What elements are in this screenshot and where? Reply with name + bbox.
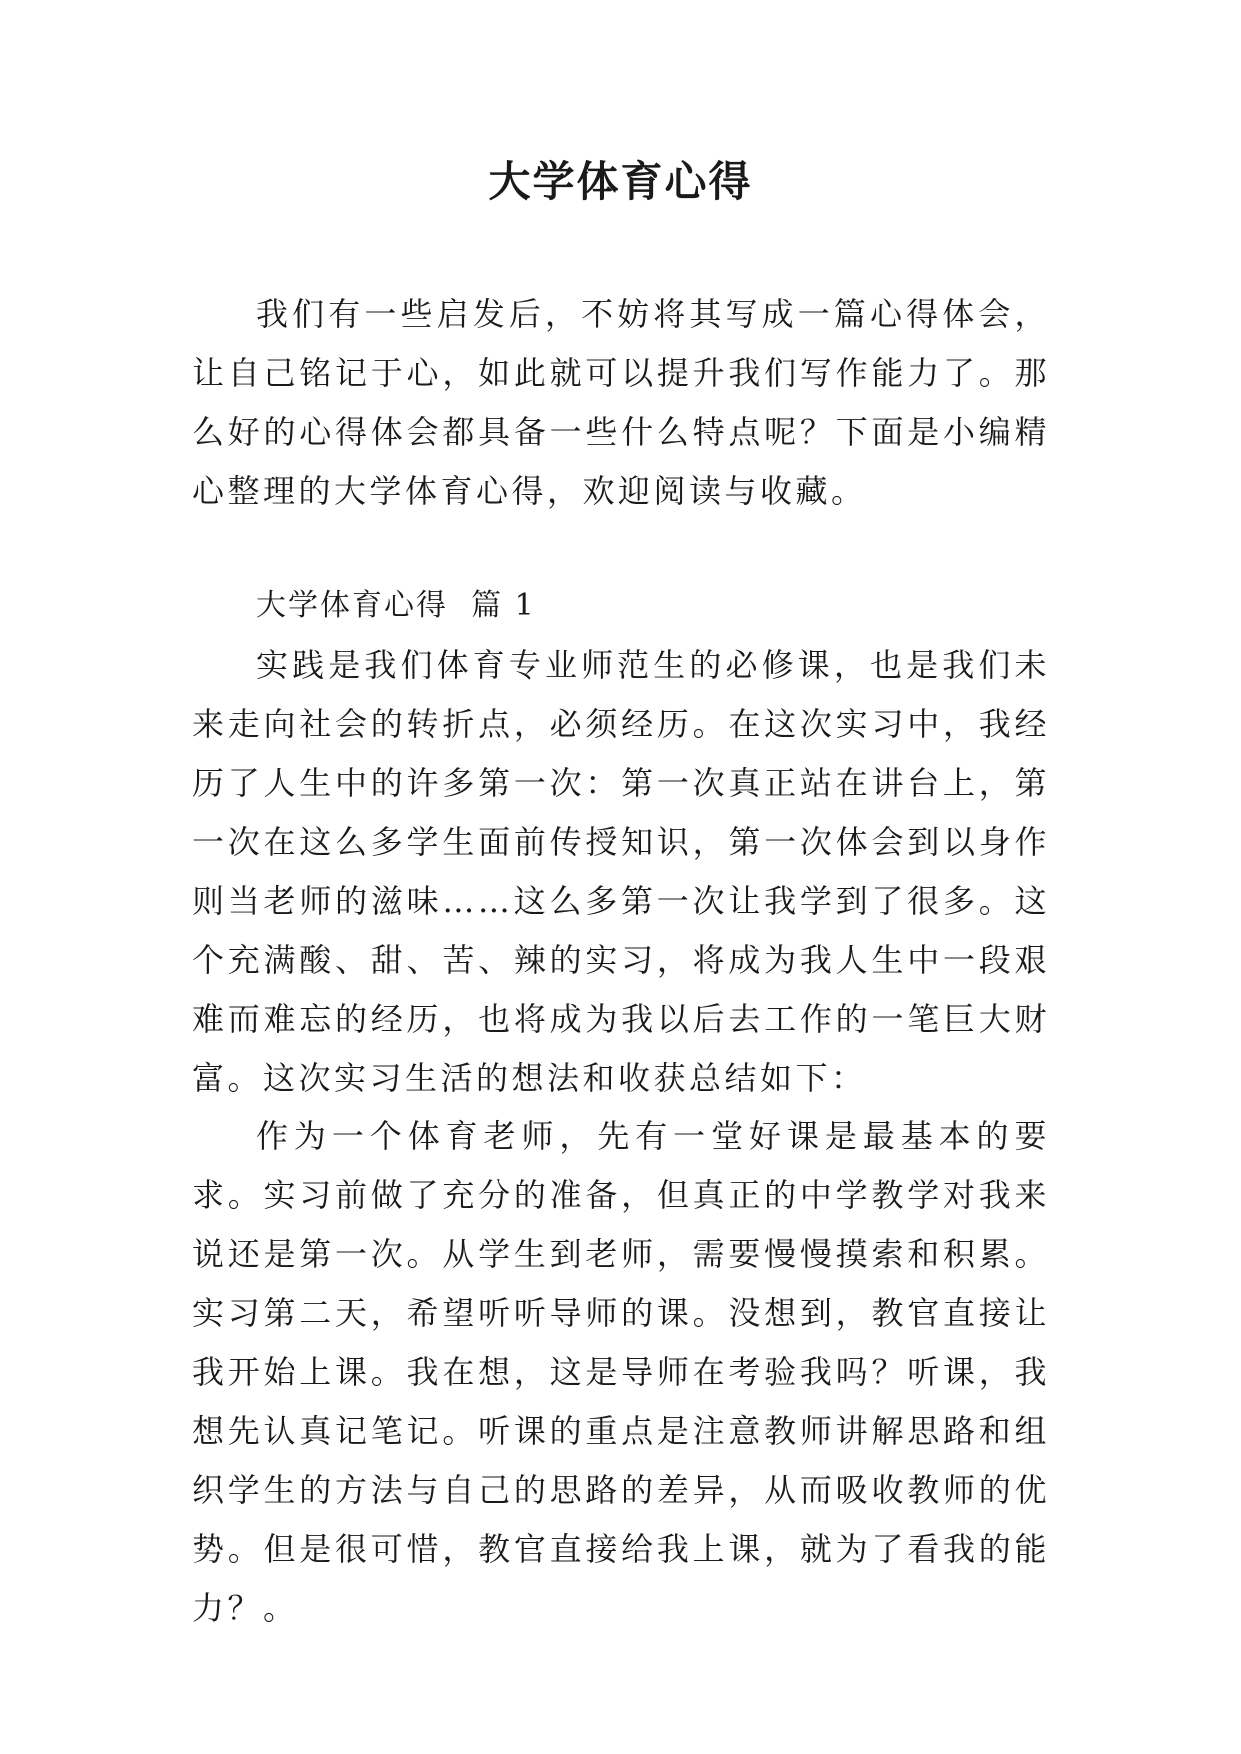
intro-paragraph: 我们有一些启发后，不妨将其写成一篇心得体会，让自己铭记于心，如此就可以提升我们写作能力了。那么好的心得体会都具备一些什么特点呢？下面是小编精心整理的大学体育心得，欢迎阅读与收藏。 <box>192 295 1050 510</box>
section-heading: 大学体育心得 篇 1 <box>256 588 536 623</box>
document-title: 大学体育心得 <box>488 157 753 206</box>
body-paragraph-1: 实践是我们体育专业师范生的必修课，也是我们未来走向社会的转折点，必须经历。在这次实习中，我经历了人生中的许多第一次：第一次真正站在讲台上，第一次在这么多学生面前传授知识，第一次体会到以身作则当老师的滋味……这么多第一次让我学到了很多。这个充满酸、甜、苦、辣的实习，将成为我人生中一段艰难而难忘的经历，也将成为我以后去工作的一笔巨大财富。这次实习生活的想法和收获总结如下： <box>192 646 1050 1097</box>
body-paragraph-2: 作为一个体育老师，先有一堂好课是最基本的要求。实习前做了充分的准备，但真正的中学教学对我来说还是第一次。从学生到老师，需要慢慢摸索和积累。实习第二天，希望听听导师的课。没想到，教官直接让我开始上课。我在想，这是导师在考验我吗？听课，我想先认真记笔记。听课的重点是注意教师讲解思路和组织学生的方法与自己的思路的差异，从而吸收教师的优势。但是很可惜，教官直接给我上课，就为了看我的能力？。 <box>192 1117 1050 1627</box>
